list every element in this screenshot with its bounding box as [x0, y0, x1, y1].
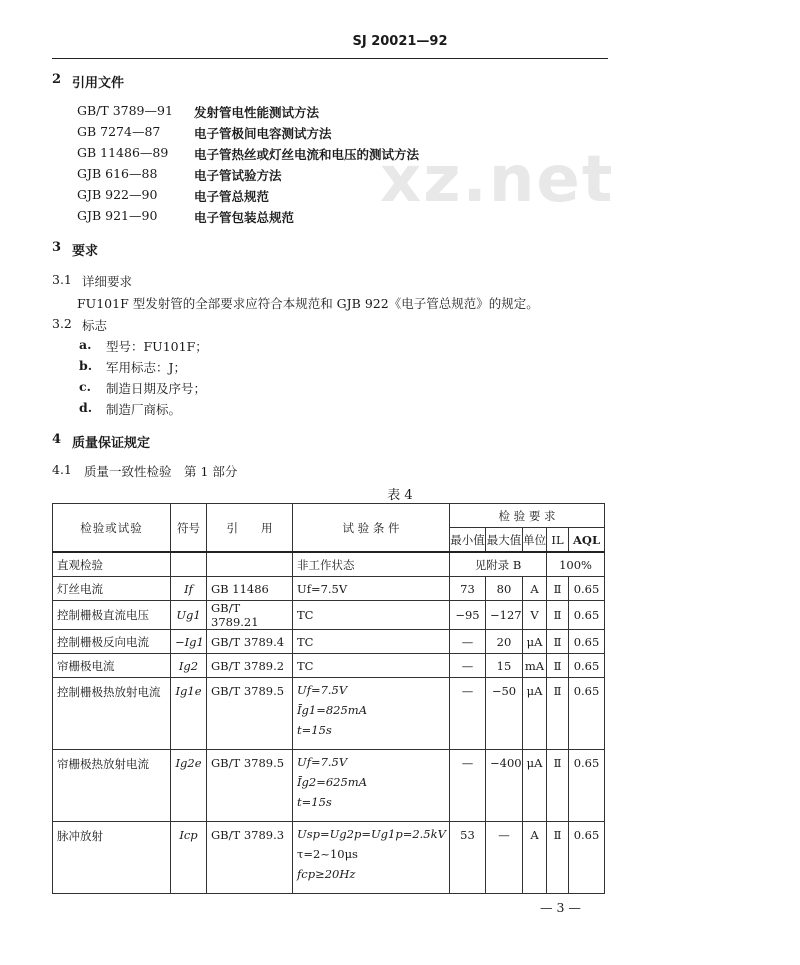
cell-min: —	[450, 750, 486, 822]
cell-max: —	[486, 822, 523, 894]
header-cond: 试 验 条 件	[293, 504, 450, 553]
cell-aql: 0.65	[569, 601, 605, 630]
cell-il: Ⅱ	[547, 654, 569, 678]
cell-cond: TC	[293, 630, 450, 654]
cell-max: −50	[486, 678, 523, 750]
header-aql: AQL	[569, 528, 605, 553]
cell-symbol	[171, 552, 207, 577]
cell-ref	[207, 552, 293, 577]
header-max: 最大值	[486, 528, 523, 553]
header-unit: 单位	[523, 528, 547, 553]
cond-line: t=15s	[297, 723, 332, 737]
table-row	[53, 750, 605, 822]
ref-code-4: GJB 616—88	[77, 166, 158, 181]
cell-item: 控制栅极反向电流	[53, 630, 171, 654]
cell-min: —	[450, 678, 486, 750]
cell-symbol: Ug1	[171, 601, 207, 630]
cell-cond: TC	[293, 654, 450, 678]
cell-symbol: Ig2	[171, 654, 207, 678]
cond-line: Uf=7.5V	[297, 683, 348, 697]
ref-code-3: GB 11486—89	[77, 145, 169, 160]
cell-cond	[293, 750, 450, 822]
cell-ref: GB/T 3789.21	[207, 601, 293, 630]
cell-max: −127	[486, 601, 523, 630]
section-3-1-title: 详细要求	[82, 274, 133, 289]
mark-text-c: 制造日期及序号；	[106, 381, 207, 396]
header-ref: 引 用	[207, 504, 293, 553]
table-row	[53, 654, 605, 678]
section-4-1-number: 4.1	[52, 462, 72, 477]
ref-title-1: 发射管电性能测试方法	[194, 105, 320, 120]
cell-il: Ⅱ	[547, 822, 569, 894]
mark-key-a: a.	[79, 337, 92, 352]
table-row	[53, 630, 605, 654]
cell-aql-span: 100%	[547, 552, 605, 577]
cell-aql: 0.65	[569, 577, 605, 601]
cell-min: —	[450, 654, 486, 678]
cell-max: −400	[486, 750, 523, 822]
ref-code-1: GB/T 3789—91	[77, 103, 173, 118]
table-row	[53, 552, 605, 577]
mark-key-d: d.	[79, 400, 93, 415]
cell-il: Ⅱ	[547, 577, 569, 601]
cond-line: t=15s	[297, 795, 332, 809]
table-header-row-1	[53, 504, 605, 528]
cell-min: 73	[450, 577, 486, 601]
cell-min: 53	[450, 822, 486, 894]
cell-symbol: −Ig1	[171, 630, 207, 654]
cell-cond: Uf=7.5V	[293, 577, 450, 601]
mark-key-b: b.	[79, 358, 93, 373]
section-4-title: 质量保证规定	[72, 436, 151, 451]
mark-text-d: 制造厂商标。	[106, 402, 182, 417]
header-req: 检 验 要 求	[450, 504, 605, 528]
ref-title-6: 电子管包装总规范	[194, 210, 295, 225]
cell-cond: 非工作状态	[293, 552, 450, 577]
cell-symbol: Ig1e	[171, 678, 207, 750]
cell-ref: GB/T 3789.4	[207, 630, 293, 654]
cell-aql: 0.65	[569, 678, 605, 750]
header-min: 最小值	[450, 528, 486, 553]
cell-cond	[293, 678, 450, 750]
cell-min: −95	[450, 601, 486, 630]
ref-title-4: 电子管试验方法	[194, 168, 282, 183]
cell-unit: μA	[523, 678, 547, 750]
page-number: — 3 —	[540, 900, 581, 915]
cell-item: 灯丝电流	[53, 577, 171, 601]
cell-symbol: If	[171, 577, 207, 601]
header-symbol: 符号	[171, 504, 207, 553]
cell-symbol: Icp	[171, 822, 207, 894]
section-2-title: 引用文件	[72, 76, 125, 91]
watermark: xz.net	[380, 143, 615, 217]
ref-code-5: GJB 922—90	[77, 187, 158, 202]
section-3-number: 3	[52, 240, 62, 255]
cell-il: Ⅱ	[547, 601, 569, 630]
cell-max: 15	[486, 654, 523, 678]
ref-title-2: 电子管极间电容测试方法	[194, 126, 332, 141]
ref-title-5: 电子管总规范	[194, 189, 270, 204]
table-row	[53, 577, 605, 601]
cell-unit: mA	[523, 654, 547, 678]
cond-line: Uf=7.5V	[297, 755, 348, 769]
table-caption: 表 4	[387, 488, 413, 503]
cell-unit: A	[523, 577, 547, 601]
standard-number: SJ 20021—92	[352, 34, 448, 49]
cell-aql: 0.65	[569, 822, 605, 894]
cell-il: Ⅱ	[547, 750, 569, 822]
cell-ref: GB 11486	[207, 577, 293, 601]
table-row	[53, 601, 605, 630]
cond-line: Īg2=625mA	[297, 775, 368, 789]
section-4-1-title: 质量一致性检验 第 1 部分	[84, 464, 238, 479]
cell-unit: V	[523, 601, 547, 630]
mark-text-a: 型号：FU101F；	[106, 339, 208, 354]
cell-max: 80	[486, 577, 523, 601]
section-2-number: 2	[52, 72, 62, 87]
cell-unit: A	[523, 822, 547, 894]
cell-ref: GB/T 3789.2	[207, 654, 293, 678]
section-3-title: 要求	[72, 244, 99, 259]
header-rule	[52, 58, 608, 59]
cell-ref: GB/T 3789.5	[207, 750, 293, 822]
header-il: IL	[547, 528, 569, 553]
cell-item: 帘栅极热放射电流	[53, 750, 171, 822]
cell-aql: 0.65	[569, 630, 605, 654]
ref-code-2: GB 7274—87	[77, 124, 161, 139]
section-3-2-number: 3.2	[52, 316, 72, 331]
cell-ref: GB/T 3789.3	[207, 822, 293, 894]
cond-line: fcp≥20Hz	[297, 867, 356, 881]
cell-il: Ⅱ	[547, 678, 569, 750]
cell-cond: TC	[293, 601, 450, 630]
section-3-1-number: 3.1	[52, 272, 72, 287]
cell-symbol: Ig2e	[171, 750, 207, 822]
section-4-number: 4	[52, 432, 62, 447]
cell-item: 直观检验	[53, 552, 171, 577]
cell-aql: 0.65	[569, 750, 605, 822]
cond-line: Īg1=825mA	[297, 703, 368, 717]
inspection-table	[52, 503, 605, 894]
ref-code-6: GJB 921—90	[77, 208, 158, 223]
table-row	[53, 822, 605, 894]
cell-item: 控制栅极热放射电流	[53, 678, 171, 750]
table-row	[53, 678, 605, 750]
cell-item: 帘栅极电流	[53, 654, 171, 678]
mark-text-b: 军用标志：J；	[106, 360, 187, 375]
ref-title-3: 电子管热丝或灯丝电流和电压的测试方法	[194, 147, 420, 162]
cell-unit: μA	[523, 750, 547, 822]
section-3-1-body: FU101F 型发射管的全部要求应符合本规范和 GJB 922《电子管总规范》的规定。	[77, 296, 539, 311]
cell-il: Ⅱ	[547, 630, 569, 654]
mark-key-c: c.	[79, 379, 91, 394]
cell-item: 控制栅极直流电压	[53, 601, 171, 630]
cell-min: —	[450, 630, 486, 654]
cond-line: Usp=Ug2p=Ug1p=2.5kV	[297, 827, 446, 841]
cell-max: 20	[486, 630, 523, 654]
cell-appendix: 见附录 B	[450, 552, 547, 577]
cond-line: τ=2~10μs	[297, 847, 358, 861]
section-3-2-title: 标志	[82, 318, 108, 333]
cell-aql: 0.65	[569, 654, 605, 678]
cell-cond	[293, 822, 450, 894]
cell-unit: μA	[523, 630, 547, 654]
header-item: 检验或试验	[53, 504, 171, 553]
cell-ref: GB/T 3789.5	[207, 678, 293, 750]
cell-item: 脉冲放射	[53, 822, 171, 894]
